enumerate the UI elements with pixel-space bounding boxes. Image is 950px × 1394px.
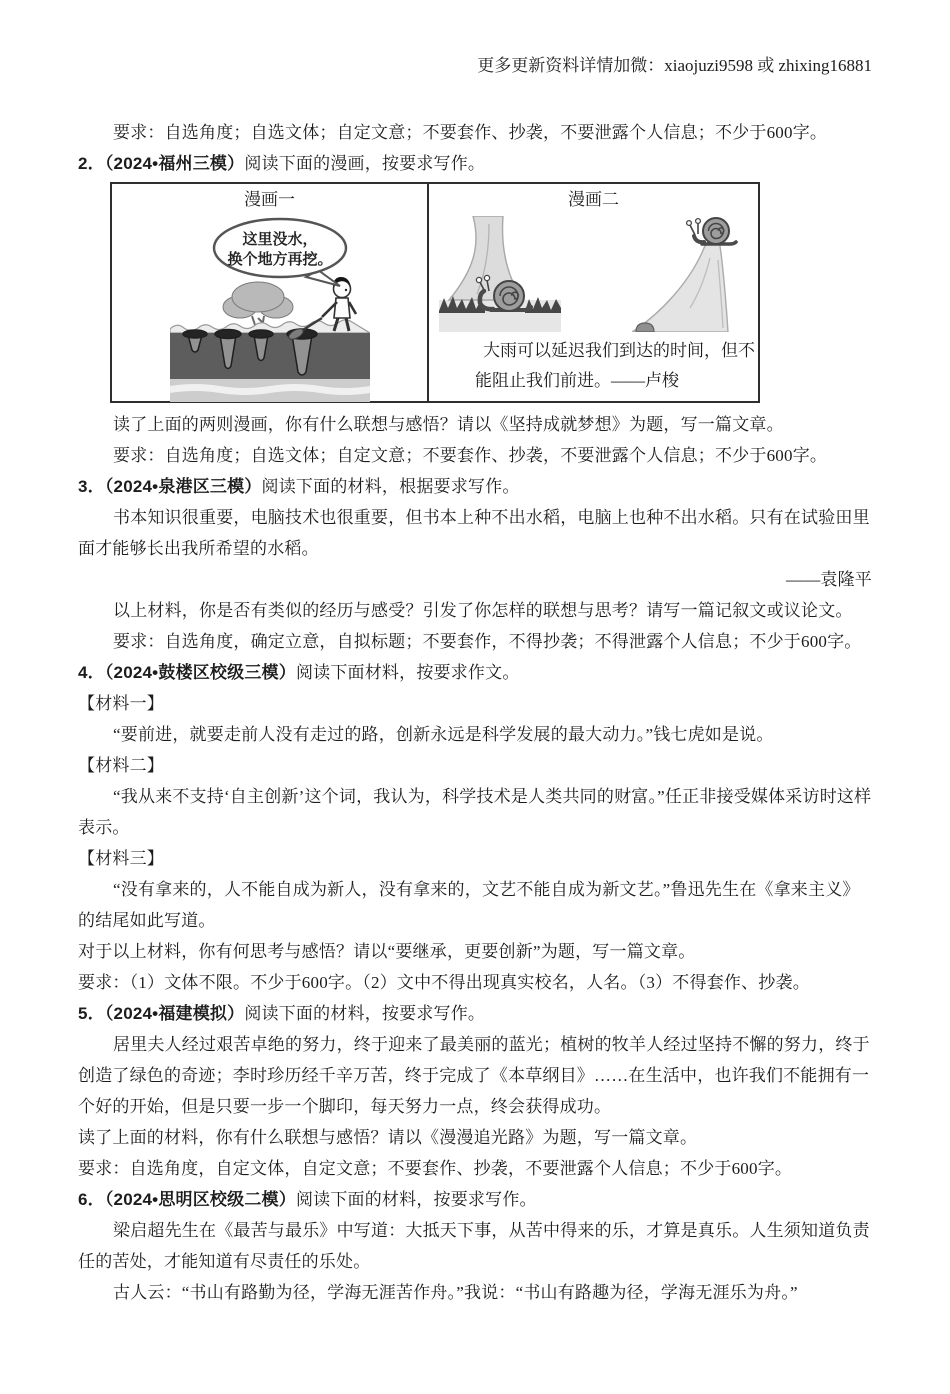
bubble-line-2: 换个地方再挖。 bbox=[226, 251, 333, 268]
text-run: 读了上面的材料，你有什么联想与感悟？请以《漫漫追光路》为题，写一篇文章。 bbox=[78, 1128, 698, 1147]
text-line bbox=[78, 1277, 872, 1308]
text-line bbox=[78, 440, 872, 471]
text-run: 古人云：“书山有路勤为径，学海无涯苦作舟。”我说：“书山有路趣为径，学海无涯乐为舟。” bbox=[113, 1283, 798, 1302]
text-run: 对于以上材料，你有何思考与感悟？请以“要继承，更要创新”为题，写一篇文章。 bbox=[78, 942, 696, 961]
text-run: 要求：自选角度；自选文体；自定文意；不要套作、抄袭，不要泄露个人信息；不少于600字。 bbox=[113, 123, 828, 142]
text-run: “要前进，就要走前人没有走过的路，创新永远是科学发展的最大动力。”钱七虎如是说。 bbox=[113, 725, 774, 744]
text-line bbox=[78, 595, 872, 626]
question-heading bbox=[78, 657, 872, 688]
text-line bbox=[78, 502, 872, 564]
text-line bbox=[78, 936, 872, 967]
text-run: 阅读下面的材料，根据要求写作。 bbox=[261, 477, 520, 496]
text-run: “没有拿来的，人不能自成为新人，没有拿来的，文艺不能自成为新文艺。”鲁迅先生在《拿来主义》的结尾如此写道。 bbox=[78, 880, 860, 930]
question-number-tag: 4．（2024•鼓楼区校级三模） bbox=[78, 663, 296, 682]
digging-cartoon bbox=[170, 214, 370, 402]
text-line bbox=[78, 843, 872, 874]
snail-at-top-illustration bbox=[632, 216, 754, 332]
text-line bbox=[78, 564, 872, 595]
panel-one-title: 漫画一 bbox=[244, 190, 295, 209]
snail-at-base-illustration bbox=[439, 216, 561, 332]
text-run: 要求：自选角度，自定文体，自定文意；不要套作、抄袭，不要泄露个人信息；不少于600字。 bbox=[78, 1159, 793, 1178]
question-number-tag: 3．（2024•泉港区三模） bbox=[78, 477, 262, 496]
question-number-tag: 2．（2024•福州三模） bbox=[78, 154, 245, 173]
text-run: 要求：（1）文体不限。不少于600字。（2）文中不得出现真实校名，人名。（3）不得套作、抄袭。 bbox=[78, 973, 810, 992]
text-run: 阅读下面的漫画，按要求写作。 bbox=[244, 154, 486, 173]
question-heading bbox=[78, 998, 872, 1029]
question-number-tag: 5．（2024•福建模拟） bbox=[78, 1004, 245, 1023]
content-before-comic bbox=[78, 117, 872, 179]
content-after-comic bbox=[78, 409, 872, 1308]
text-run: 以上材料，你是否有类似的经历与感受？引发了你怎样的联想与思考？请写一篇记叙文或议论文。 bbox=[113, 601, 853, 620]
text-line bbox=[78, 781, 872, 843]
text-run: 阅读下面材料，按要求作文。 bbox=[295, 663, 520, 682]
text-run: 书本知识很重要，电脑技术也很重要，但书本上种不出水稻，电脑上也种不出水稻。只有在试验田里面才能够长出我所希望的水稻。 bbox=[78, 508, 870, 558]
text-run: 要求：自选角度，确定立意，自拟标题；不要套作，不得抄袭；不得泄露个人信息；不少于600字。 bbox=[113, 632, 862, 651]
text-run: ——袁隆平 bbox=[786, 570, 872, 589]
comic-panel-two bbox=[427, 184, 758, 401]
text-run: 要求：自选角度；自选文体；自定文意；不要套作、抄袭，不要泄露个人信息；不少于600字。 bbox=[113, 446, 828, 465]
comic-caption bbox=[429, 336, 758, 396]
question-heading bbox=[78, 471, 872, 502]
text-line bbox=[78, 967, 872, 998]
header-note: 更多更新资料详情加微：xiaojuzi9598 或 zhixing16881 bbox=[477, 56, 872, 75]
text-run: 阅读下面的材料，按要求写作。 bbox=[244, 1004, 486, 1023]
speech-bubble bbox=[214, 219, 346, 286]
text-run: 【材料二】 bbox=[78, 756, 164, 775]
text-run: 梁启超先生在《最苦与最乐》中写道：大抵天下事，从苦中得来的乐，才算是真乐。人生须知道负责任的苦处，才能知道有尽责任的乐处。 bbox=[78, 1221, 870, 1271]
text-line bbox=[78, 1122, 872, 1153]
text-run: 居里夫人经过艰苦卓绝的努力，终于迎来了最美丽的蓝光；植树的牧羊人经过坚持不懈的努力，终于创造了绿色的奇迹；李时珍历经千辛万苦，终于完成了《本草纲目》……在生活中，也许我们不能拥有一个好的开始，但是只要一步一个脚印，每天努力一点，终会获得成功。 bbox=[78, 1035, 870, 1116]
snail-icon bbox=[687, 218, 736, 244]
text-line bbox=[78, 719, 872, 750]
text-line bbox=[78, 1153, 872, 1184]
snail-illustrations bbox=[429, 214, 758, 332]
text-line bbox=[78, 1029, 872, 1122]
rock bbox=[636, 323, 654, 332]
question-heading bbox=[78, 148, 872, 179]
text-line bbox=[78, 874, 872, 936]
text-line bbox=[78, 626, 872, 657]
tree-icon bbox=[223, 282, 293, 328]
comic-panel-one bbox=[112, 184, 427, 401]
text-run: 读了上面的两则漫画，你有什么联想与感悟？请以《坚持成就梦想》为题，写一篇文章。 bbox=[113, 415, 784, 434]
text-line bbox=[78, 750, 872, 781]
text-line bbox=[78, 688, 872, 719]
text-run: 阅读下面的材料，按要求写作。 bbox=[295, 1190, 537, 1209]
text-line bbox=[78, 117, 872, 148]
caption-line: 大雨可以延迟我们到达的时间，但不 bbox=[483, 341, 755, 360]
question-number-tag: 6．（2024•思明区校级二模） bbox=[78, 1190, 296, 1209]
text-run: 【材料三】 bbox=[78, 849, 164, 868]
caption-line: 能阻止我们前进。——卢梭 bbox=[475, 371, 679, 390]
text-run: “我从来不支持‘自主创新’这个词，我认为，科学技术是人类共同的财富。”任正非接受媒体采访时这样表示。 bbox=[78, 787, 872, 837]
digging-cartoon-wrap bbox=[112, 214, 427, 402]
panel-two-title: 漫画二 bbox=[568, 190, 619, 209]
text-run: 【材料一】 bbox=[78, 694, 164, 713]
hill-slope bbox=[632, 240, 728, 332]
question-heading bbox=[78, 1184, 872, 1215]
text-line bbox=[78, 409, 872, 440]
document-page bbox=[0, 50, 950, 1308]
bubble-line-1: 这里没水， bbox=[241, 231, 318, 248]
comic-box bbox=[110, 182, 760, 403]
text-line bbox=[78, 1215, 872, 1277]
